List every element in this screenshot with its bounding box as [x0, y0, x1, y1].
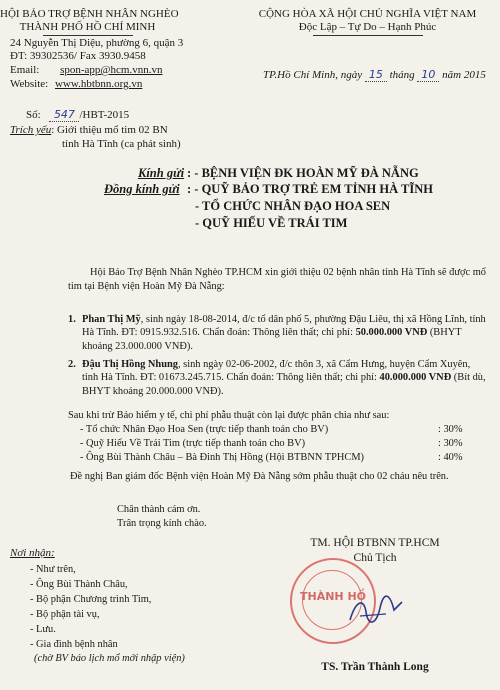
cc-item-6: - Gia đình bệnh nhân [30, 639, 118, 650]
patient-2-cost-note: (Bít dù, BHYT khoảng 20.000.000 VNĐ). [82, 372, 486, 397]
split-1-pct: : 30% [438, 424, 463, 435]
org-email-line [10, 64, 162, 77]
patient-2 [82, 358, 486, 398]
org-header [0, 8, 179, 36]
date-year: năm 2015 [442, 69, 486, 81]
doc-number [26, 108, 129, 122]
patient-1-number: 1. [68, 314, 76, 325]
email-link[interactable]: spon-app@hcm.vnn.vn [60, 64, 163, 76]
thanks-line-1: Chân thành cám ơn. [117, 504, 201, 515]
org-city: THÀNH PHỐ HỒ CHÍ MINH [19, 21, 156, 33]
cc-item-4: - Bộ phận tài vụ, [30, 609, 100, 620]
split-3-label: - Ông Bùi Thành Châu – Bà Đinh Thị Hồng (Hội BTBNN TPHCM) [80, 452, 365, 463]
split-2-label: - Quỹ Hiếu Về Trái Tim (trực tiếp thanh toán cho BV) [80, 438, 306, 449]
org-address: 24 Nguyễn Thị Diệu, phường 6, quận 3 [10, 37, 184, 49]
patient-2-number: 2. [68, 359, 76, 370]
org-phone: ĐT: 39302536/ Fax 3930.9458 [10, 50, 146, 62]
signature-role: Chủ Tịch [353, 552, 397, 564]
cc-item-1: - Như trên, [30, 564, 76, 575]
date-prefix: TP.Hồ Chí Minh, ngày [263, 69, 363, 81]
signature-name: TS. Trần Thành Long [321, 661, 429, 673]
signature-org: TM. HỘI BTBNN TP.HCM [310, 537, 440, 549]
patient-2-cost: 40.000.000 VNĐ [379, 372, 452, 384]
patient-2-details: , sinh ngày 02-06-2002, đ/c thôn 3, xã Cẩm Hưng, huyện Cẩm Xuyên, tỉnh Hà Tĩnh. ĐT: 01673.245.715. Chẩn đoán: Thông liên thất; chi phí: [82, 359, 471, 384]
motto-divider [313, 35, 423, 36]
cc-note: (chờ BV báo lịch mổ mới nhập viện) [34, 653, 185, 664]
split-3-pct: : 40% [438, 452, 463, 463]
recipient-3: - TỔ CHỨC NHÂN ĐẠO HOA SEN [195, 199, 391, 213]
subject-line1: : Giới thiệu mổ tim 02 BN [51, 124, 168, 136]
patient-1-name: Phan Thị Mỹ [82, 314, 141, 325]
patient-1 [82, 313, 486, 353]
cc-item-5: - Lưu. [30, 624, 56, 635]
website-label: Website: [10, 78, 49, 90]
recipient-1: : - BỆNH VIỆN ĐK HOÀN MỸ ĐÀ NẴNG [187, 166, 419, 180]
doc-number-label: Số: [26, 109, 41, 121]
intro-paragraph: Hội Bảo Trợ Bệnh Nhân Nghèo TP.HCM xin giới thiệu 02 bệnh nhân tỉnh Hà Tĩnh sẽ được mổ tim tại Bệnh viện Hoàn Mỹ Đà Nẵng: [68, 267, 486, 292]
subject-line2: tỉnh Hà Tĩnh (ca phát sinh) [62, 138, 181, 150]
org-divider [43, 35, 133, 36]
nation-motto: Độc Lập – Tự Do – Hạnh Phúc [298, 21, 437, 33]
subject-label: Trích yếu [10, 124, 52, 136]
thanks-line-2: Trân trọng kính chào. [117, 518, 207, 529]
cc-item-3: - Bộ phận Chương trình Tim, [30, 594, 152, 605]
nation-title: CỘNG HÒA XÃ HỘI CHỦ NGHĨA VIỆT NAM [258, 8, 477, 20]
org-website-line [10, 78, 142, 91]
website-link[interactable]: www.hbtbnn.org.vn [54, 78, 143, 90]
date-month: 10 [417, 68, 439, 82]
date-day: 15 [365, 68, 387, 82]
patient-2-name: Đậu Thị Hồng Nhung [82, 359, 178, 370]
handwritten-signature [346, 590, 406, 630]
recipient-4: - QUỸ HIẾU VỀ TRÁI TIM [195, 216, 348, 230]
recipient-2: : - QUỸ BẢO TRỢ TRẺ EM TỈNH HÀ TĨNH [187, 182, 433, 196]
split-intro: Sau khi trừ Bảo hiểm y tế, chi phí phẫu thuật còn lại được phân chia như sau: [68, 410, 390, 421]
kinh-gui-label: Kính gửi [138, 166, 185, 180]
email-label: Email: [10, 64, 40, 76]
cc-title: Nơi nhận: [10, 547, 55, 559]
dong-kinh-gui-label: Đồng kính gửi [104, 182, 180, 196]
subject [10, 124, 168, 137]
request-paragraph: Đề nghị Ban giám đốc Bệnh viện Hoàn Mỹ Đà Nẵng sớm phẫu thuật cho 02 cháu nêu trên. [70, 471, 449, 482]
patient-1-details: , sinh ngày 18-08-2014, đ/c tổ dân phố 5, phường Đậu Liêu, thị xã Hồng Lĩnh, tỉnh Hà Tĩnh. ĐT: 0915.932.516. Chẩn đoán: Thông liên thất; chi phí: [82, 314, 486, 339]
doc-number-suffix: /HBT-2015 [79, 109, 130, 121]
doc-number-value: 547 [49, 108, 79, 122]
org-name: HỘI BẢO TRỢ BỆNH NHÂN NGHÈO [0, 8, 179, 20]
cc-item-2: - Ông Bùi Thành Châu, [30, 579, 128, 590]
patient-1-cost: 50.000.000 VNĐ [355, 327, 428, 339]
split-2-pct: : 30% [438, 438, 463, 449]
date-month-label: tháng [389, 69, 415, 81]
nation-header [240, 8, 495, 36]
date-line [263, 68, 486, 82]
patient-1-cost-note: (BHYT khoảng 23.000.000 VNĐ). [82, 327, 462, 352]
seal-text: THÀNH HỒ [299, 590, 367, 603]
split-1-label: - Tổ chức Nhân Đạo Hoa Sen (trực tiếp thanh toán cho BV) [80, 424, 329, 435]
